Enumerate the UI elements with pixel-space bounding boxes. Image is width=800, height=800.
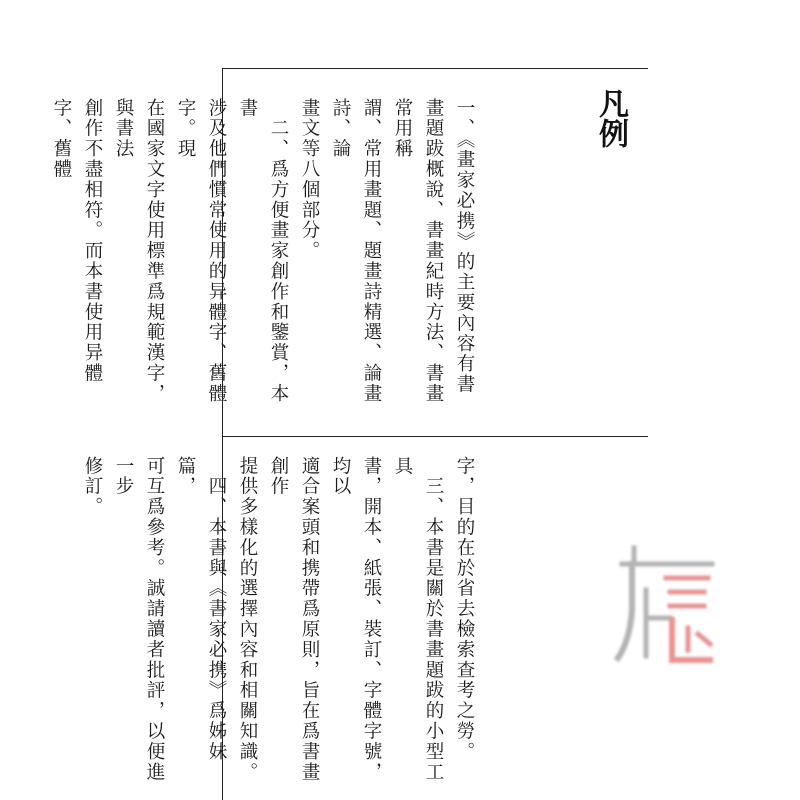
text-column: 創作不盡相符。而本書使用异體字、舊體 — [51, 98, 103, 384]
upper-text-block — [51, 98, 480, 418]
text-column: 畫文等八個部分。 — [299, 98, 320, 262]
text-column: 提供多樣化的選擇內容和相關知識。 — [237, 456, 258, 783]
text-column: 一、《畫家必携》的主要內容有書 — [454, 98, 475, 395]
text-column: 四、本書與《書家必携》爲姊妹篇， — [175, 456, 227, 762]
text-column: 二、爲方便畫家創作和鑒賞，本書 — [237, 98, 289, 404]
text-column: 畫題跋概說、書畫紀時方法、書畫常用稱 — [392, 98, 444, 404]
text-column: 修訂。 — [82, 456, 103, 518]
text-column: 三、本書是關於書畫題跋的小型工具 — [392, 456, 444, 783]
text-column: 適合案頭和携帶爲原則，旨在爲書畫創作 — [268, 456, 320, 783]
middle-rule — [222, 436, 648, 437]
text-column: 謂、常用畫題、題畫詩精選、論畫詩、論 — [330, 98, 382, 404]
text-column: 可互爲參考。誠請讀者批評，以便進一步 — [113, 456, 165, 783]
top-rule — [222, 68, 648, 69]
text-column: 在國家文字使用標準爲規範漢字，與書法 — [113, 98, 165, 404]
text-column: 書，開本、紙張、裝訂、字體字號，均以 — [330, 456, 382, 783]
lower-text-block — [82, 456, 480, 792]
page-title: 凡例 — [593, 88, 628, 148]
text-column: 涉及他們慣常使用的异體字、舊體字。現 — [175, 98, 227, 404]
text-column: 字，目的在於省去檢索查考之勞。 — [454, 456, 475, 762]
stamp-watermark-icon — [612, 540, 722, 670]
